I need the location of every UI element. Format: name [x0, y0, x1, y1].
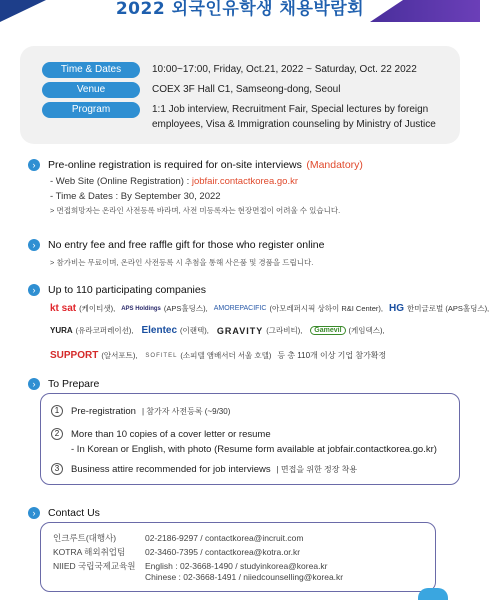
mandatory-label: (Mandatory)	[306, 158, 363, 171]
event-info-box	[20, 46, 460, 144]
hg-logo: HG	[389, 303, 405, 314]
number-3-icon: 3	[51, 463, 63, 475]
elentec-logo: Elentec	[141, 325, 178, 336]
program-value: 1:1 Job interview, Recruitment Fair, Special lectures by foreign employees, Visa & Immigration counseling by Ministry of Justice	[152, 104, 436, 130]
prepare-item-1	[51, 404, 230, 419]
prepare-item-ko: | 참가자 사전등록 (~9/30)	[141, 407, 231, 416]
corner-decoration	[418, 588, 448, 600]
chevron-right-icon: ›	[28, 239, 40, 251]
info-row-venue	[42, 82, 472, 98]
program-pill: Program	[42, 102, 140, 118]
time-dates-value: 10:00~17:00, Friday, Oct.21, 2022 ~ Saturday, Oct. 22 2022	[152, 64, 417, 75]
fee-title: No entry fee and free raffle gift for those who register online	[48, 238, 325, 251]
fee-section	[28, 236, 324, 269]
company-logos-row-2	[50, 325, 470, 336]
chevron-right-icon: ›	[28, 378, 40, 390]
prepare-item-2	[51, 427, 437, 457]
chevron-right-icon: ›	[28, 284, 40, 296]
chevron-right-icon: ›	[28, 507, 40, 519]
chevron-right-icon: ›	[28, 159, 40, 171]
companies-section	[28, 281, 206, 299]
company-name: (유라코퍼레이션),	[75, 326, 134, 335]
prepare-item-text: More than 10 copies of a cover letter or resume	[71, 429, 271, 440]
contact-org: KOTRA 해외취업팀	[53, 547, 126, 557]
banner-title: 2022 외국인유학생 채용박람회	[115, 0, 365, 19]
contact-org: 인크루트(대행사)	[53, 533, 117, 543]
prepare-item-sub: - In Korean or English, with photo (Resume form available at jobfair.contactkorea.go.kr)	[71, 444, 437, 455]
prepare-item-3	[51, 462, 357, 477]
amorepacific-logo: AMOREPACIFIC	[213, 305, 267, 312]
prepare-item-text: Business attire recommended for job interviews	[71, 464, 271, 475]
registration-title: Pre-online registration is required for on-site interviews	[48, 158, 302, 171]
website-line	[28, 174, 363, 189]
info-row-time	[42, 62, 472, 78]
prepare-item-text: Pre-registration	[71, 406, 136, 417]
info-row-program	[42, 102, 472, 132]
prepare-section	[28, 375, 99, 393]
company-logos-row-1	[50, 303, 489, 314]
company-name: (아모레퍼시픽 상하이 R&I Center),	[269, 304, 384, 313]
gamevil-logo: Gamevil	[310, 326, 345, 335]
company-name: (APS홀딩스),	[163, 304, 208, 313]
company-name: (알서포트),	[101, 351, 138, 360]
yura-logo: YURA	[50, 326, 73, 335]
company-name: (그라비티),	[266, 326, 303, 335]
contact-title: Contact Us	[48, 506, 100, 519]
prepare-title: To Prepare	[48, 377, 100, 390]
contact-row	[53, 533, 303, 544]
contact-row	[53, 547, 300, 558]
company-logos-row-3	[50, 350, 470, 361]
company-name: 한미글로벌 (APS홀딩스),	[407, 304, 489, 313]
company-name: (게임덱스),	[348, 326, 385, 335]
time-dates-pill: Time & Dates	[42, 62, 140, 78]
gravity-logo: GRAVITY	[216, 325, 264, 336]
website-link[interactable]: jobfair.contactkorea.go.kr	[191, 176, 299, 187]
contact-section	[28, 504, 100, 522]
aps-logo: APS Holdings	[121, 305, 161, 312]
contact-value: English : 02-3668-1490 / studyinkorea@korea.kr Chinese : 02-3668-1491 / niiedcounselling@korea.kr	[145, 561, 344, 582]
venue-value: COEX 3F Hall C1, Samseong-dong, Seoul	[152, 84, 341, 95]
companies-total: 등 총 110개 이상 기업 참가확정	[277, 351, 387, 360]
number-1-icon: 1	[51, 405, 63, 417]
registration-note: > 면접희망자는 온라인 사전등록 바라며, 사전 미등록자는 현장면접이 어려울 수 있습니다.	[50, 206, 341, 215]
registration-section	[28, 156, 363, 217]
company-name: (소피텔 앰배서더 서울 호텔)	[180, 351, 272, 360]
contact-row	[53, 561, 343, 583]
company-name: (이랜텍),	[180, 326, 209, 335]
top-banner	[0, 0, 480, 22]
rsupport-logo: SUPPORT	[50, 350, 99, 361]
number-2-icon: 2	[51, 428, 63, 440]
prepare-box	[40, 393, 460, 485]
sofitel-logo: SOFITEL	[145, 352, 178, 359]
fee-note: > 참가비는 무료이며, 온라인 사전등록 시 추첨을 통해 사은품 및 경품을 드립니다.	[50, 258, 314, 267]
prepare-item-ko: | 면접을 위한 정장 착용	[276, 465, 358, 474]
contact-value: 02-2186-9297 / contactkorea@incruit.com	[145, 533, 304, 543]
registration-dates: - Time & Dates : By September 30, 2022	[50, 191, 221, 202]
website-label: - Web Site (Online Registration) :	[50, 176, 190, 187]
venue-pill: Venue	[42, 82, 140, 98]
contact-box	[40, 522, 436, 592]
contact-org: NIIED 국립국제교육원	[53, 561, 136, 571]
ktsat-logo: kt sat	[50, 303, 77, 314]
contact-value: 02-3460-7395 / contactkorea@kotra.or.kr	[145, 547, 301, 557]
company-name: (케이티샛),	[79, 304, 116, 313]
companies-title: Up to 110 participating companies	[48, 283, 206, 296]
